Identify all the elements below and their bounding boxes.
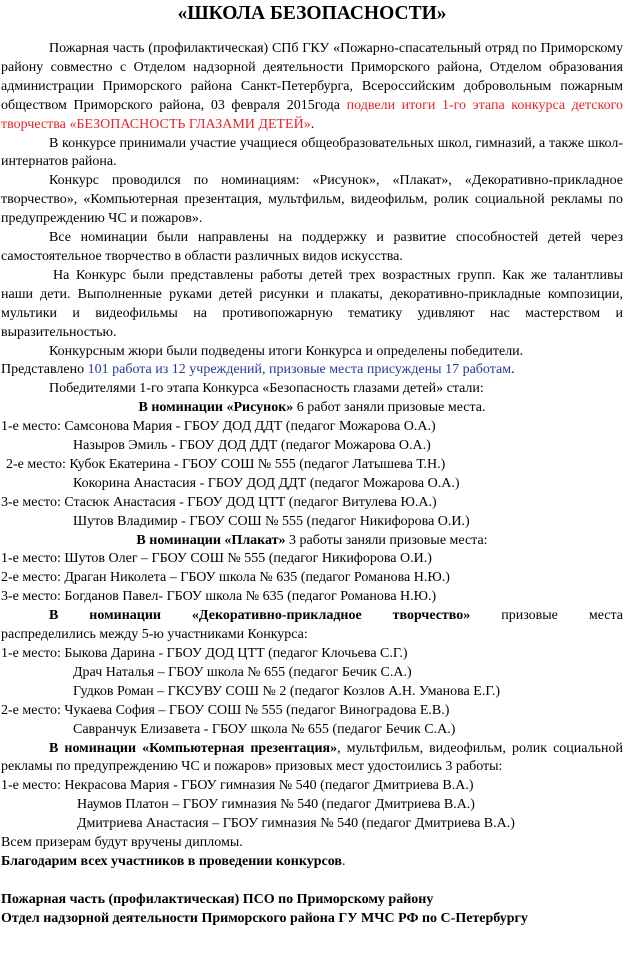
computer-heading xyxy=(1,740,623,778)
decor-winner: Гудков Роман – ГКСУВУ СОШ № 2 (педагог Козлов А.Н. Уманова Е.Г.) xyxy=(73,683,500,699)
jury-paragraph: Конкурсным жюри были подведены итоги Конкурса и определены победители. xyxy=(49,343,524,359)
signature-line-1: Пожарная часть (профилактическая) ПСО по Приморскому району xyxy=(1,891,434,907)
stats-end: . xyxy=(511,362,515,378)
computer-winner: 1-е место: Некрасова Мария - ГБОУ гимназия № 540 (педагог Дмитриева В.А.) xyxy=(1,778,474,794)
intro-text: Пожарная часть (профилактическая) СПб ГКУ «Пожарно-спасательный отряд по Приморскому району совместно с Отделом надзорной деятельности Приморского района, Отделом образования администрации Приморского района Санкт-Петербурга, Всероссийским добровольным пожарным обществом Приморского района, 03 февраля 2015года xyxy=(1,41,623,113)
poster-heading-rest: 3 работы заняли призовые места: xyxy=(285,532,488,548)
decor-heading xyxy=(1,607,623,626)
aim-paragraph: Все номинации были направлены на поддержку и развитие способностей детей через самостоятельное творчество в области различных видов искусства. xyxy=(1,230,623,264)
decor-winner: 2-е место: Чукаева София – ГБОУ СОШ № 555 (педагог Виноградова Е.В.) xyxy=(1,702,450,718)
stats-highlight: 101 работа из 12 учреждений, призовые места присуждены 17 работам xyxy=(87,362,512,378)
drawing-heading-bold: В номинации «Рисунок» xyxy=(138,400,294,416)
computer-heading-rest: , мультфильм, видеофильм, ролик социальной рекламы по предупреждению ЧС и пожаров» призовых мест удостоились 3 работы: xyxy=(1,740,623,775)
intro-paragraph xyxy=(1,40,623,135)
computer-winner: Наумов Платон – ГБОУ гимназия № 540 (педагог Дмитриева В.А.) xyxy=(77,797,475,813)
nominations-paragraph: Конкурс проводился по номинациям: «Рисунок», «Плакат», «Декоративно-прикладное творчество», «Компьютерная презентация, мультфильм, видеофильм, ролик социальной рекламы по предупреждению ЧС и пожаров». xyxy=(1,173,623,227)
drawing-winner: 3-е место: Стасюк Анастасия - ГБОУ ДОД ЦТТ (педагог Витулева Ю.А.) xyxy=(1,494,437,510)
participants-paragraph: В конкурсе принимали участие учащиеся общеобразовательных школ, гимназий, а также школ-интернатов района. xyxy=(1,135,623,170)
decor-winner: Савранчук Елизавета - ГБОУ школа № 655 (педагог Бечик С.А.) xyxy=(73,721,456,737)
poster-winner: 3-е место: Богданов Павел- ГБОУ школа № 635 (педагог Романова Н.Ю.) xyxy=(1,589,437,605)
stats-prefix: Представлено xyxy=(1,362,88,378)
poster-winner: 2-е место: Драган Николета – ГБОУ школа № 635 (педагог Романова Н.Ю.) xyxy=(1,570,450,586)
poster-heading xyxy=(1,532,623,551)
drawing-winner: 1-е место: Самсонова Мария - ГБОУ ДОД ДДТ (педагог Можарова О.А.) xyxy=(1,419,436,435)
computer-winner: Дмитриева Анастасия – ГБОУ гимназия № 540 (педагог Дмитриева В.А.) xyxy=(77,816,515,832)
drawing-winner: Кокорина Анастасия - ГБОУ ДОД ДДТ (педагог Можарова О.А.) xyxy=(73,475,460,491)
drawing-winner: Назыров Эмиль - ГБОУ ДОД ДДТ (педагог Можарова О.А.) xyxy=(73,438,431,454)
drawing-heading-rest: 6 работ заняли призовые места. xyxy=(293,400,486,416)
intro-highlight: подвели итоги 1-го этапа конкурса детского творчества «БЕЗОПАСНОСТЬ ГЛАЗАМИ ДЕТЕЙ» xyxy=(1,97,623,132)
decor-heading-cont: распределились между 5-ю участниками Конкурса: xyxy=(1,627,308,643)
drawing-winner: Шутов Владимир - ГБОУ СОШ № 555 (педагог Никифорова О.И.) xyxy=(73,513,470,529)
decor-winner: Драч Наталья – ГБОУ школа № 655 (педагог Бечик С.А.) xyxy=(73,664,412,680)
poster-heading-bold: В номинации «Плакат» xyxy=(136,532,286,548)
computer-heading-bold: В номинации «Компьютерная презентация» xyxy=(49,740,338,756)
diplomas-line: Всем призерам будут вручены дипломы. xyxy=(1,835,243,851)
document-title: «ШКОЛА БЕЗОПАСНОСТИ» xyxy=(177,3,447,24)
intro-end: . xyxy=(310,116,315,132)
thanks-end: . xyxy=(341,853,346,869)
thanks-text: Благодарим всех участников в проведении конкурсов xyxy=(1,853,342,869)
poster-winner: 1-е место: Шутов Олег – ГБОУ СОШ № 555 (педагог Никифорова О.И.) xyxy=(1,551,432,567)
decor-heading-rest: призовые места xyxy=(470,608,623,624)
decor-winner: 1-е место: Быкова Дарина - ГБОУ ДОД ЦТТ (педагог Клочьева С.Г.) xyxy=(1,646,408,661)
groups-paragraph: На Конкурс были представлены работы детей трех возрастных групп. Как же талантливы наши дети. Выполненные руками детей рисунки и плакаты, декоративно-прикладные композиции, мультики и видеофильмы на противопожарную тематику удивляют нас мастерством и выразительностью. xyxy=(1,267,623,340)
winners-intro: Победителями 1-го этапа Конкурса «Безопасность глазами детей» стали: xyxy=(49,381,484,397)
stats-line xyxy=(1,361,623,380)
decor-heading-bold: В номинации «Декоративно-прикладное творчество» xyxy=(49,608,471,624)
signature-line-2: Отдел надзорной деятельности Приморского района ГУ МЧС РФ по С-Петербургу xyxy=(1,910,528,926)
spacer xyxy=(1,872,623,891)
drawing-heading xyxy=(1,399,623,418)
thanks-line xyxy=(1,853,623,872)
drawing-winner: 2-е место: Кубок Екатерина - ГБОУ СОШ № 555 (педагог Латышева Т.Н.) xyxy=(6,456,446,472)
